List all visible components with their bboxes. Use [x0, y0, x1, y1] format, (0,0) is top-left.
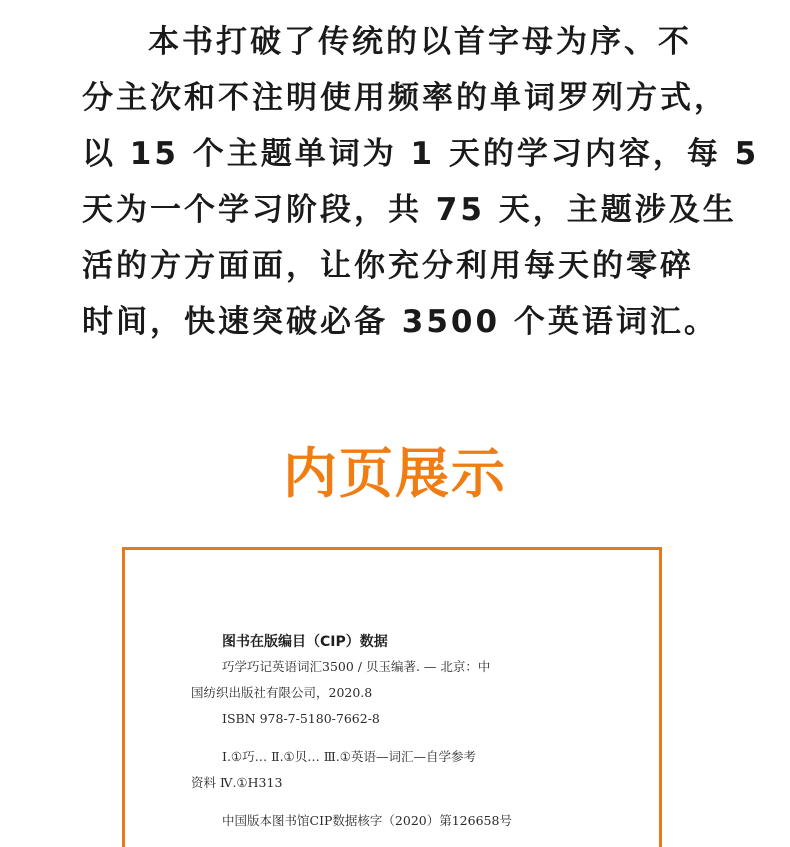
spacer	[191, 732, 611, 744]
cip-line: 国纺织出版社有限公司，2020.8	[191, 685, 373, 700]
cip-line: 巧学巧记英语词汇3500 / 贝玉编著. — 北京：中	[222, 659, 491, 674]
cip-line: 资料 Ⅳ.①H313	[191, 775, 283, 790]
cip-title: 图书在版编目（CIP）数据	[222, 634, 388, 650]
spacer	[191, 796, 611, 808]
intro-line: 活的方方面面，让你充分利用每天的零碎	[82, 248, 694, 284]
cip-line: Ⅰ.①巧… Ⅱ.①贝… Ⅲ.①英语—词汇—自学参考	[222, 749, 476, 764]
cip-line: ISBN 978-7-5180-7662-8	[222, 711, 380, 726]
intro-line: 以 15 个主题单词为 1 天的学习内容，每 5	[82, 136, 760, 172]
intro-line: 分主次和不注明使用频率的单词罗列方式，	[82, 80, 728, 116]
intro-line: 本书打破了传统的以首字母为序、不	[148, 24, 692, 60]
cip-line: 中国版本图书馆CIP数据核字（2020）第126658号	[222, 813, 512, 828]
cip-data-block	[191, 630, 611, 834]
book-page-preview	[122, 547, 662, 847]
intro-line: 天为一个学习阶段，共 75 天，主题涉及生	[82, 192, 737, 228]
intro-paragraph	[82, 14, 760, 350]
intro-line: 时间，快速突破必备 3500 个英语词汇。	[82, 304, 718, 340]
section-title: 内页展示	[283, 442, 507, 505]
